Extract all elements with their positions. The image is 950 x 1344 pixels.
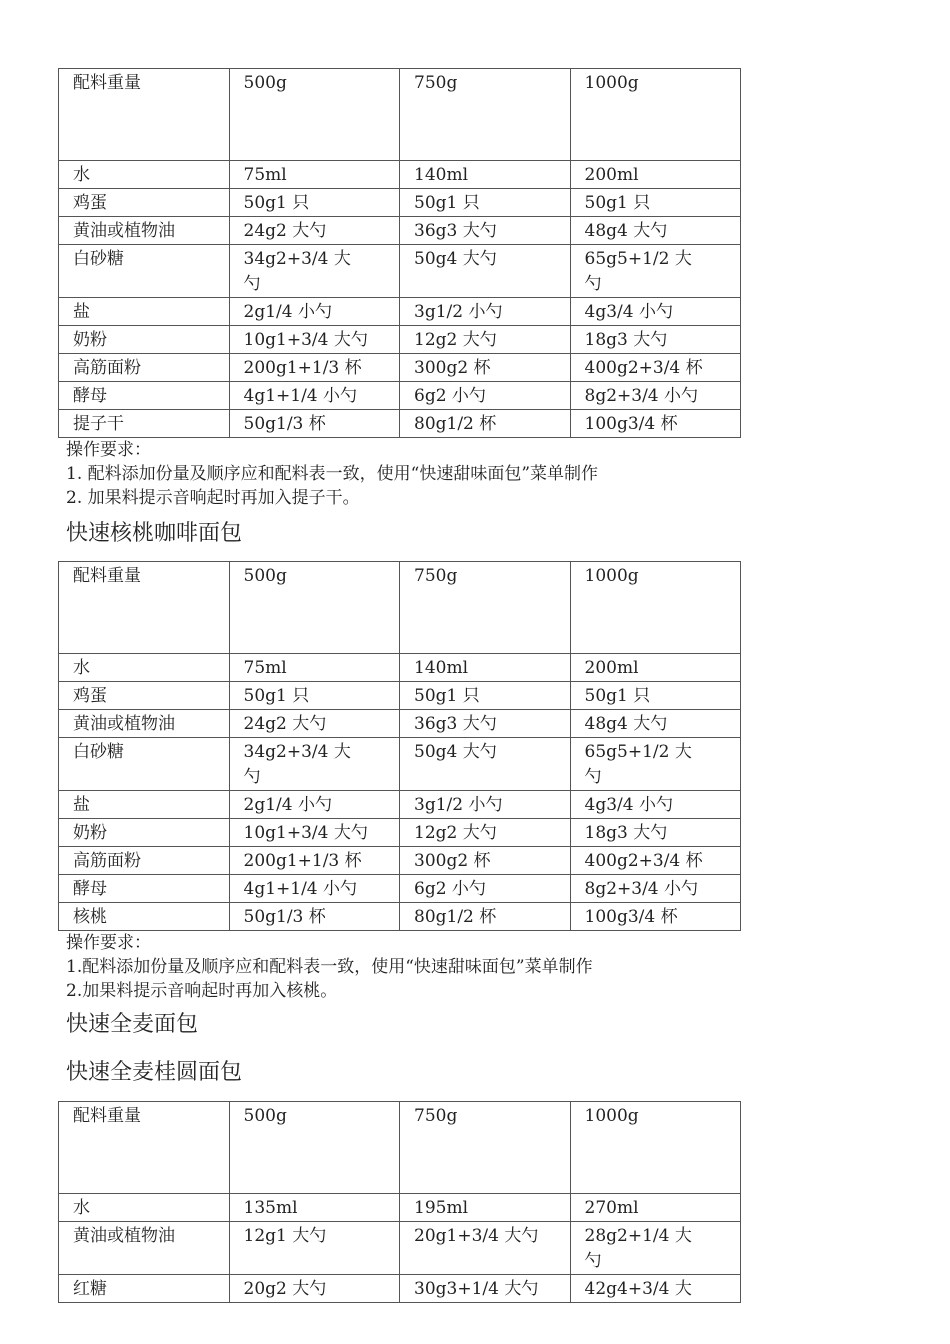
table-row bbox=[59, 217, 741, 245]
table-cell: 黄油或植物油 bbox=[59, 710, 230, 738]
table-cell: 24g2 大勺 bbox=[229, 217, 400, 245]
table-cell: 400g2+3/4 杯 bbox=[570, 847, 741, 875]
table-row bbox=[59, 738, 741, 791]
table-cell: 30g3+1/4 大勺 bbox=[400, 1275, 571, 1303]
table-row bbox=[59, 791, 741, 819]
table-cell: 1000g bbox=[570, 1102, 741, 1194]
table-cell: 300g2 杯 bbox=[400, 354, 571, 382]
table-cell: 50g1 只 bbox=[229, 682, 400, 710]
table-cell: 提子干 bbox=[59, 410, 230, 438]
table-cell: 酵母 bbox=[59, 875, 230, 903]
table-cell: 18g3 大勺 bbox=[570, 326, 741, 354]
notes-item: 2. 加果料提示音响起时再加入提子干。 bbox=[66, 488, 360, 508]
table-cell: 高筋面粉 bbox=[59, 847, 230, 875]
table-row bbox=[59, 189, 741, 217]
table-cell: 1000g bbox=[570, 69, 741, 161]
table-cell: 135ml bbox=[229, 1194, 400, 1222]
notes-item: 2.加果料提示音响起时再加入核桃。 bbox=[66, 981, 338, 1001]
table-cell: 4g3/4 小勺 bbox=[570, 791, 741, 819]
table-cell: 50g1 只 bbox=[570, 189, 741, 217]
table-cell: 36g3 大勺 bbox=[400, 710, 571, 738]
table-cell: 18g3 大勺 bbox=[570, 819, 741, 847]
table-cell: 80g1/2 杯 bbox=[400, 410, 571, 438]
table-cell: 75ml bbox=[229, 161, 400, 189]
table-cell: 盐 bbox=[59, 298, 230, 326]
table-cell: 270ml bbox=[570, 1194, 741, 1222]
table-row bbox=[59, 326, 741, 354]
table-row bbox=[59, 819, 741, 847]
table-cell: 50g4 大勺 bbox=[400, 738, 571, 791]
document-page bbox=[58, 68, 741, 1303]
table-row bbox=[59, 1222, 741, 1275]
table-row bbox=[59, 161, 741, 189]
recipe-table-walnut bbox=[58, 561, 741, 931]
table-header-row bbox=[59, 562, 741, 654]
section-heading: 快速全麦桂圆面包 bbox=[66, 1060, 243, 1085]
table-cell: 2g1/4 小勺 bbox=[229, 298, 400, 326]
table-row bbox=[59, 1194, 741, 1222]
table-header-row bbox=[59, 1102, 741, 1194]
table-cell: 3g1/2 小勺 bbox=[400, 298, 571, 326]
table-cell bbox=[570, 1222, 741, 1275]
table-cell: 盐 bbox=[59, 791, 230, 819]
cell-text: 65g5+1/2 大勺 bbox=[584, 249, 692, 294]
table-cell: 140ml bbox=[400, 654, 571, 682]
table-cell bbox=[229, 738, 400, 791]
table-cell: 8g2+3/4 小勺 bbox=[570, 382, 741, 410]
table-row bbox=[59, 654, 741, 682]
table-cell: 鸡蛋 bbox=[59, 682, 230, 710]
table-row bbox=[59, 354, 741, 382]
table-cell: 50g1/3 杯 bbox=[229, 410, 400, 438]
table-row bbox=[59, 710, 741, 738]
table-cell: 鸡蛋 bbox=[59, 189, 230, 217]
table-cell: 500g bbox=[229, 1102, 400, 1194]
table-cell: 12g1 大勺 bbox=[229, 1222, 400, 1275]
cell-text: 34g2+3/4 大勺 bbox=[243, 249, 351, 294]
table-cell: 6g2 小勺 bbox=[400, 382, 571, 410]
table-cell: 50g1 只 bbox=[400, 682, 571, 710]
table-cell: 3g1/2 小勺 bbox=[400, 791, 571, 819]
notes-item: 1.配料添加份量及顺序应和配料表一致，使用“快速甜味面包”菜单制作 bbox=[66, 957, 593, 977]
table-cell: 20g2 大勺 bbox=[229, 1275, 400, 1303]
table-cell: 酵母 bbox=[59, 382, 230, 410]
section-heading: 快速核桃咖啡面包 bbox=[66, 521, 243, 546]
table-cell: 8g2+3/4 小勺 bbox=[570, 875, 741, 903]
table-cell: 140ml bbox=[400, 161, 571, 189]
table-cell: 48g4 大勺 bbox=[570, 710, 741, 738]
table-cell: 配料重量 bbox=[59, 69, 230, 161]
table-cell: 750g bbox=[400, 562, 571, 654]
operation-notes bbox=[66, 931, 741, 1003]
table-cell: 750g bbox=[400, 1102, 571, 1194]
table-cell: 水 bbox=[59, 161, 230, 189]
table-cell: 500g bbox=[229, 69, 400, 161]
table-cell: 白砂糖 bbox=[59, 738, 230, 791]
table-cell: 10g1+3/4 大勺 bbox=[229, 819, 400, 847]
table-cell: 12g2 大勺 bbox=[400, 326, 571, 354]
table-cell: 6g2 小勺 bbox=[400, 875, 571, 903]
table-row bbox=[59, 903, 741, 931]
table-cell: 10g1+3/4 大勺 bbox=[229, 326, 400, 354]
table-cell: 2g1/4 小勺 bbox=[229, 791, 400, 819]
table-cell: 奶粉 bbox=[59, 326, 230, 354]
table-cell: 75ml bbox=[229, 654, 400, 682]
table-cell: 黄油或植物油 bbox=[59, 217, 230, 245]
table-cell: 核桃 bbox=[59, 903, 230, 931]
table-cell: 4g3/4 小勺 bbox=[570, 298, 741, 326]
table-cell: 100g3/4 杯 bbox=[570, 903, 741, 931]
table-cell bbox=[229, 245, 400, 298]
table-row bbox=[59, 875, 741, 903]
table-cell: 42g4+3/4 大 bbox=[570, 1275, 741, 1303]
notes-title: 操作要求： bbox=[66, 933, 151, 953]
table-cell bbox=[570, 738, 741, 791]
table-row bbox=[59, 1275, 741, 1303]
table-cell: 奶粉 bbox=[59, 819, 230, 847]
table-cell: 高筋面粉 bbox=[59, 354, 230, 382]
table-row bbox=[59, 298, 741, 326]
table-cell: 24g2 大勺 bbox=[229, 710, 400, 738]
table-cell: 水 bbox=[59, 654, 230, 682]
table-row bbox=[59, 245, 741, 298]
cell-text: 28g2+1/4 大勺 bbox=[584, 1226, 692, 1271]
table-row bbox=[59, 410, 741, 438]
table-cell: 4g1+1/4 小勺 bbox=[229, 382, 400, 410]
table-cell: 12g2 大勺 bbox=[400, 819, 571, 847]
table-cell: 200ml bbox=[570, 161, 741, 189]
table-cell: 200ml bbox=[570, 654, 741, 682]
table-cell: 1000g bbox=[570, 562, 741, 654]
table-cell: 配料重量 bbox=[59, 1102, 230, 1194]
table-cell bbox=[570, 245, 741, 298]
table-cell: 200g1+1/3 杯 bbox=[229, 847, 400, 875]
table-cell: 48g4 大勺 bbox=[570, 217, 741, 245]
table-cell: 500g bbox=[229, 562, 400, 654]
table-cell: 黄油或植物油 bbox=[59, 1222, 230, 1275]
table-cell: 200g1+1/3 杯 bbox=[229, 354, 400, 382]
table-cell: 50g1 只 bbox=[400, 189, 571, 217]
table-cell: 50g1 只 bbox=[570, 682, 741, 710]
notes-item: 1. 配料添加份量及顺序应和配料表一致，使用“快速甜味面包”菜单制作 bbox=[66, 464, 599, 484]
table-row bbox=[59, 682, 741, 710]
table-cell: 750g bbox=[400, 69, 571, 161]
cell-text: 65g5+1/2 大勺 bbox=[584, 742, 692, 787]
table-cell: 50g4 大勺 bbox=[400, 245, 571, 298]
table-cell: 36g3 大勺 bbox=[400, 217, 571, 245]
table-cell: 50g1 只 bbox=[229, 189, 400, 217]
table-cell: 水 bbox=[59, 1194, 230, 1222]
operation-notes bbox=[66, 438, 741, 510]
table-cell: 配料重量 bbox=[59, 562, 230, 654]
notes-title: 操作要求： bbox=[66, 440, 151, 460]
table-cell: 80g1/2 杯 bbox=[400, 903, 571, 931]
table-cell: 50g1/3 杯 bbox=[229, 903, 400, 931]
recipe-table-raisin bbox=[58, 68, 741, 438]
table-cell: 20g1+3/4 大勺 bbox=[400, 1222, 571, 1275]
table-cell: 100g3/4 杯 bbox=[570, 410, 741, 438]
table-cell: 300g2 杯 bbox=[400, 847, 571, 875]
table-row bbox=[59, 382, 741, 410]
table-cell: 4g1+1/4 小勺 bbox=[229, 875, 400, 903]
table-cell: 400g2+3/4 杯 bbox=[570, 354, 741, 382]
table-cell: 白砂糖 bbox=[59, 245, 230, 298]
table-cell: 195ml bbox=[400, 1194, 571, 1222]
recipe-table-longan bbox=[58, 1101, 741, 1303]
table-row bbox=[59, 847, 741, 875]
table-header-row bbox=[59, 69, 741, 161]
table-cell: 红糖 bbox=[59, 1275, 230, 1303]
cell-text: 34g2+3/4 大勺 bbox=[243, 742, 351, 787]
section-heading: 快速全麦面包 bbox=[66, 1012, 199, 1037]
